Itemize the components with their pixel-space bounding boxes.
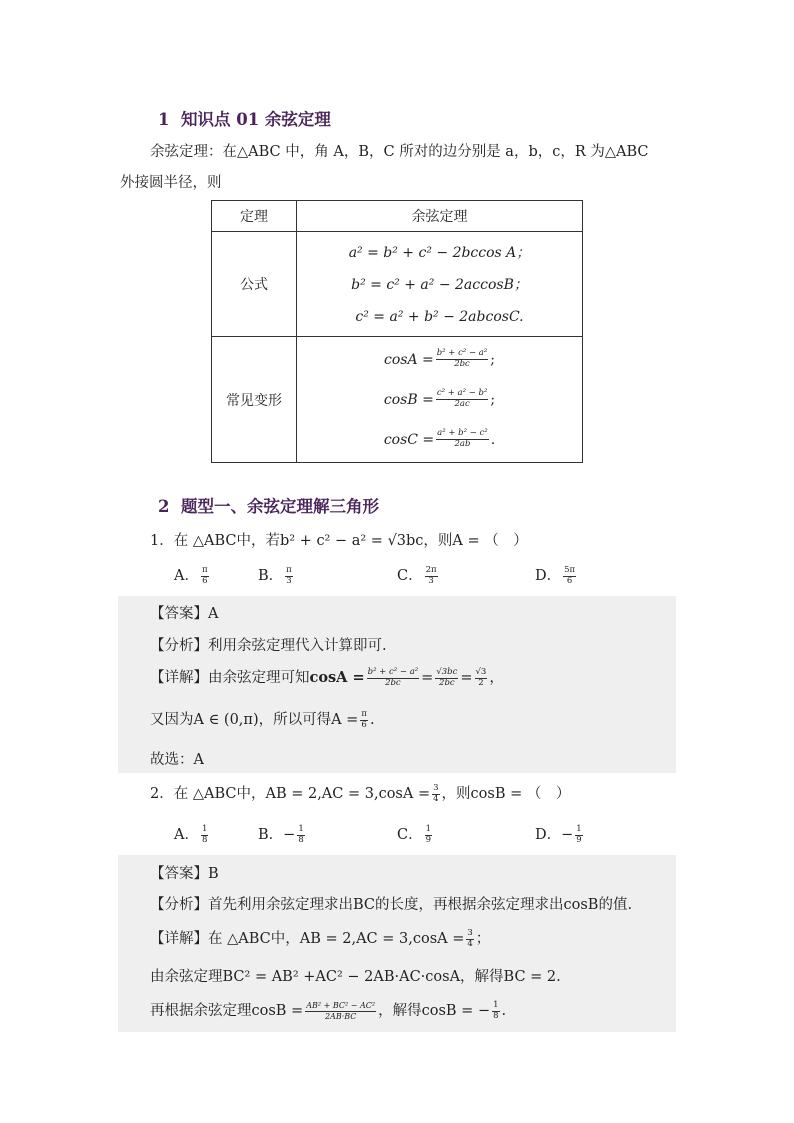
q2-stem — [150, 782, 570, 806]
q2-stem-frac — [432, 784, 439, 805]
frac-den: 2bc — [385, 677, 401, 688]
variant-cosb-end: ; — [490, 391, 496, 408]
variant-cosb — [298, 380, 581, 420]
variant-cosc-end: . — [490, 431, 496, 448]
frac-den: 8 — [201, 834, 208, 845]
table-row2-label: 常见变形 — [212, 337, 297, 463]
q2-line3-mid: ，解得cosB = − — [378, 1003, 491, 1019]
variant-cosa-end: ; — [490, 351, 495, 368]
formula-c: c² = a² + b² − 2abcosC. — [355, 308, 524, 325]
frac-num: a² + b² − c² — [437, 428, 488, 439]
q2-option-a — [174, 823, 210, 845]
formula-b: b² = c² + a² − 2accosB； — [351, 276, 528, 293]
variant-cosa-lhs: cosA = — [383, 351, 434, 368]
q2-line3-frac — [305, 1001, 376, 1020]
frac-num: √3 — [475, 666, 487, 677]
frac-num: 1 — [298, 823, 304, 834]
frac-num: 1 — [576, 823, 582, 834]
q2-detail — [150, 927, 490, 951]
q1-option-c — [397, 564, 440, 586]
table-row1-formulas — [297, 232, 583, 337]
section1-number: 1 — [158, 110, 170, 129]
law-of-cosines-table — [211, 200, 583, 463]
section1-title: 知识点 01 余弦定理 — [180, 110, 331, 129]
q1-analysis: 【分析】利用余弦定理代入计算即可. — [150, 638, 387, 654]
q1-detail-line2 — [150, 708, 375, 732]
option-label: D． — [535, 568, 562, 584]
frac-num: √3bc — [436, 666, 458, 677]
q1-detail: 【详解】由余弦定理可知cosA = $\frac{\text{b² + c² − a²}}{2bc}$ = $\frac{√3bc}{2bc}$ = $\frac{√3}{2}$ ， — [150, 666, 504, 688]
variant-cosc-frac — [436, 429, 489, 450]
frac-den: 2ab — [454, 439, 471, 449]
option-frac — [563, 566, 576, 587]
frac-den: 2bc — [439, 677, 455, 688]
variant-cosc-lhs: cosC = — [383, 431, 435, 448]
section2-title: 题型一、余弦定理解三角形 — [180, 497, 379, 516]
q2-detail-line3 — [150, 999, 506, 1023]
frac-den: 4 — [467, 938, 473, 949]
frac-den: 9 — [425, 834, 432, 845]
option-sign: − — [283, 827, 296, 843]
q1-detail-lhs: cosA = — [309, 669, 365, 686]
option-frac — [285, 566, 293, 587]
frac-den: 4 — [433, 793, 439, 804]
q2-line3-end: . — [501, 1003, 507, 1019]
frac-den: 3 — [286, 575, 292, 586]
q1-option-a — [174, 564, 211, 586]
q2-stem-suffix: ，则cosB = （ ） — [441, 786, 571, 802]
q2-option-c — [397, 823, 434, 845]
option-frac — [425, 566, 438, 587]
frac-den: 3 — [428, 575, 434, 586]
frac-den: 9 — [576, 834, 582, 845]
option-label: D． — [535, 827, 562, 843]
q2-stem-prefix: 2．在 △ABC中，AB = 2,AC = 3,cosA = — [150, 786, 431, 802]
q1-detail-line2-frac — [360, 710, 368, 731]
q2-analysis: 【分析】首先利用余弦定理求出BC的长度，再根据余弦定理求出cosB的值. — [150, 897, 633, 913]
option-label: C． — [397, 827, 423, 843]
section1-intro-line1: 余弦定理：在△ABC 中，角 A，B，C 所对的边分别是 a，b，c，R 为△ABC — [150, 144, 649, 160]
q2-detail-frac — [466, 929, 473, 950]
frac-num: AB² + BC² − AC² — [306, 1001, 376, 1011]
frac-num: 3 — [467, 927, 473, 938]
option-frac — [201, 825, 208, 846]
variant-cosa — [298, 340, 581, 380]
q1-detail-line2-end: . — [369, 712, 375, 728]
q1-detail-line2-text: 又因为A ∈ (0,π)，所以可得A = — [150, 712, 359, 728]
variant-cosc — [298, 420, 581, 460]
q2-option-d — [535, 823, 585, 845]
q2-answer: 【答案】B — [150, 866, 219, 882]
option-label: B． — [258, 568, 284, 584]
table-row1-label: 公式 — [212, 232, 297, 337]
variant-cosb-frac — [436, 389, 489, 410]
option-label: A． — [174, 827, 199, 843]
table-header-left: 定理 — [212, 201, 297, 232]
frac-den: 2bc — [454, 359, 470, 369]
frac-num: 2π — [425, 564, 437, 575]
q1-detail-frac3 — [475, 668, 488, 689]
q1-answer: 【答案】A — [150, 606, 219, 622]
q2-detail-line2: 由余弦定理BC² = AB² +AC² − 2AB·AC·cosA，解得BC = 2. — [150, 969, 561, 985]
q1-option-b — [258, 564, 295, 586]
q1-option-d — [535, 564, 578, 586]
frac-num: 1 — [201, 823, 208, 834]
frac-num: 1 — [493, 999, 499, 1010]
section1-intro-line2: 外接圆半径，则 — [120, 175, 222, 191]
frac-num: b² + c² − a² — [367, 666, 419, 677]
frac-den: 6 — [361, 719, 367, 730]
formula-a: a² = b² + c² − 2bccos A； — [348, 244, 531, 261]
table-row2-formulas — [297, 337, 583, 463]
option-frac — [201, 566, 209, 587]
table-header-right: 余弦定理 — [297, 201, 583, 232]
q2-detail-prefix: 【详解】在 △ABC中，AB = 2,AC = 3,cosA = — [150, 931, 465, 947]
frac-num: π — [361, 708, 367, 719]
frac-den: 2AB·BC — [324, 1011, 357, 1021]
q2-detail-end: ； — [475, 931, 491, 947]
option-sign: − — [561, 827, 574, 843]
q1-detail-frac2 — [435, 668, 458, 689]
frac-num: π — [286, 564, 292, 575]
section2-heading — [158, 493, 379, 517]
variant-cosb-lhs: cosB = — [383, 391, 434, 408]
frac-den: 2ac — [454, 399, 470, 409]
frac-num: b² + c² − a² — [436, 348, 488, 359]
frac-den: 8 — [493, 1010, 499, 1021]
frac-num: π — [201, 564, 208, 575]
option-label: B． — [258, 827, 284, 843]
q1-choice: 故选：A — [150, 752, 204, 768]
q2-line3-result-frac — [492, 1001, 499, 1022]
variant-cosa-frac — [436, 349, 489, 370]
frac-den: 6 — [202, 575, 208, 586]
section1-heading — [158, 106, 331, 130]
option-frac — [297, 825, 304, 846]
option-frac — [575, 825, 582, 846]
frac-den: 2 — [478, 677, 484, 688]
section2-number: 2 — [158, 497, 170, 516]
frac-num: 5π — [564, 564, 576, 575]
frac-num: c² + a² − b² — [436, 388, 488, 399]
q2-option-b — [258, 823, 307, 845]
option-label: C． — [397, 568, 423, 584]
frac-num: 3 — [433, 782, 439, 793]
q1-stem: 1．在 △ABC中，若b² + c² − a² = √3bc，则A = （ ） — [150, 533, 528, 549]
frac-num: 1 — [425, 823, 432, 834]
frac-den: 8 — [298, 834, 304, 845]
q2-line3-prefix: 再根据余弦定理cosB = — [150, 1003, 304, 1019]
option-frac — [425, 825, 432, 846]
q1-detail-frac1 — [367, 668, 420, 689]
frac-den: 6 — [566, 575, 573, 586]
option-label: A． — [174, 568, 199, 584]
q1-detail-prefix: 【详解】由余弦定理可知 — [150, 670, 310, 686]
